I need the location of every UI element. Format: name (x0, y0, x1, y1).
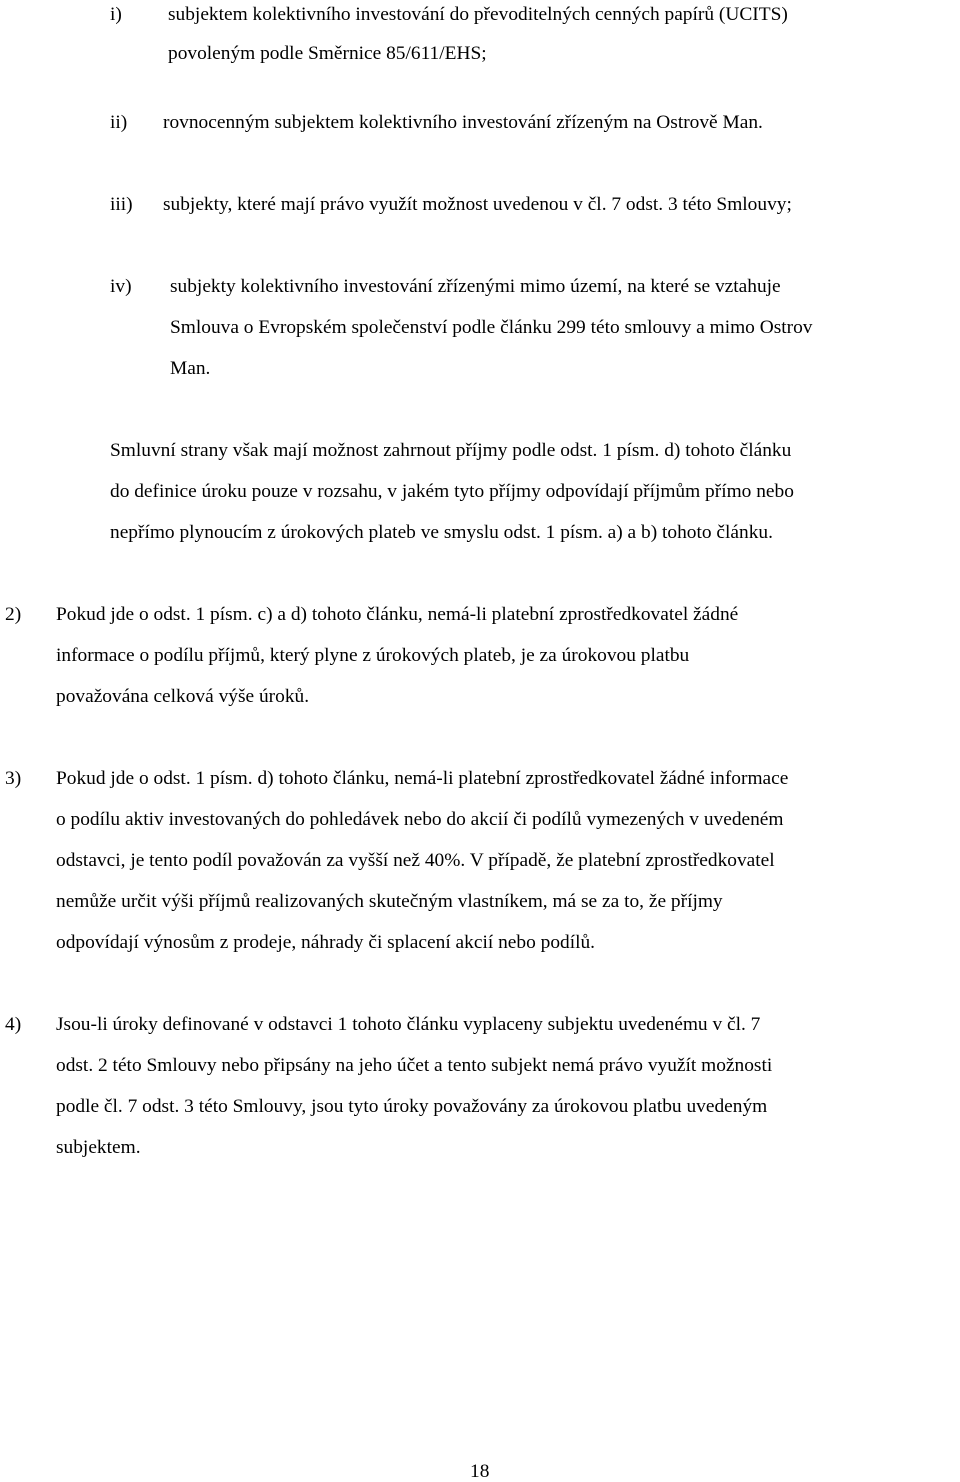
item-marker: 3) (5, 768, 22, 789)
paragraph-line: do definice úroku pouze v rozsahu, v jakém tyto příjmy odpovídají příjmům přímo nebo (110, 481, 794, 502)
paragraph-line: nepřímo plynoucím z úrokových plateb ve smyslu odst. 1 písm. a) a b) tohoto článku. (110, 522, 773, 543)
item-text-line: Smlouva o Evropském společenství podle článku 299 této smlouvy a mimo Ostrov (170, 317, 813, 338)
item-text-line: povoleným podle Směrnice 85/611/EHS; (168, 43, 487, 64)
item-marker: 4) (5, 1014, 22, 1035)
item-text-line: podle čl. 7 odst. 3 této Smlouvy, jsou tyto úroky považovány za úrokovou platbu uvedeným (56, 1096, 768, 1117)
item-text-line: Pokud jde o odst. 1 písm. c) a d) tohoto článku, nemá-li platební zprostředkovatel žádné (56, 604, 739, 625)
item-text-line: Pokud jde o odst. 1 písm. d) tohoto článku, nemá-li platební zprostředkovatel žádné informace (56, 768, 789, 789)
item-marker: 2) (5, 604, 22, 625)
page-number: 18 (470, 1461, 490, 1482)
item-text-line: informace o podílu příjmů, který plyne z úrokových plateb, je za úrokovou platbu (56, 645, 690, 666)
item-text-line: odstavci, je tento podíl považován za vyšší než 40%. V případě, že platební zprostředkovatel (56, 850, 775, 871)
item-marker: iii) (110, 194, 133, 215)
item-text-line: považována celková výše úroků. (56, 686, 310, 707)
item-marker: ii) (110, 112, 128, 133)
item-text-line: rovnocenným subjektem kolektivního investování zřízeným na Ostrově Man. (163, 112, 763, 133)
item-text-line: nemůže určit výši příjmů realizovaných skutečným vlastníkem, má se za to, že příjmy (56, 891, 723, 912)
item-text-line: Jsou-li úroky definované v odstavci 1 tohoto článku vyplaceny subjektu uvedenému v čl. 7 (56, 1014, 761, 1035)
item-text-line: subjekty, které mají právo využít možnost uvedenou v čl. 7 odst. 3 této Smlouvy; (163, 194, 792, 215)
paragraph-line: Smluvní strany však mají možnost zahrnout příjmy podle odst. 1 písm. d) tohoto článku (110, 440, 792, 461)
item-text-line: subjektem kolektivního investování do převoditelných cenných papírů (UCITS) (168, 4, 788, 25)
item-text-line: odpovídají výnosům z prodeje, náhrady či splacení akcií nebo podílů. (56, 932, 596, 953)
item-marker: i) (110, 4, 122, 25)
item-marker: iv) (110, 276, 132, 297)
item-text-line: Man. (170, 358, 211, 379)
item-text-line: subjekty kolektivního investování zřízenými mimo území, na které se vztahuje (170, 276, 781, 297)
item-text-line: o podílu aktiv investovaných do pohledávek nebo do akcií či podílů vymezených v uvedeném (56, 809, 784, 830)
item-text-line: subjektem. (56, 1137, 141, 1158)
item-text-line: odst. 2 této Smlouvy nebo připsány na jeho účet a tento subjekt nemá právo využít možnosti (56, 1055, 773, 1076)
